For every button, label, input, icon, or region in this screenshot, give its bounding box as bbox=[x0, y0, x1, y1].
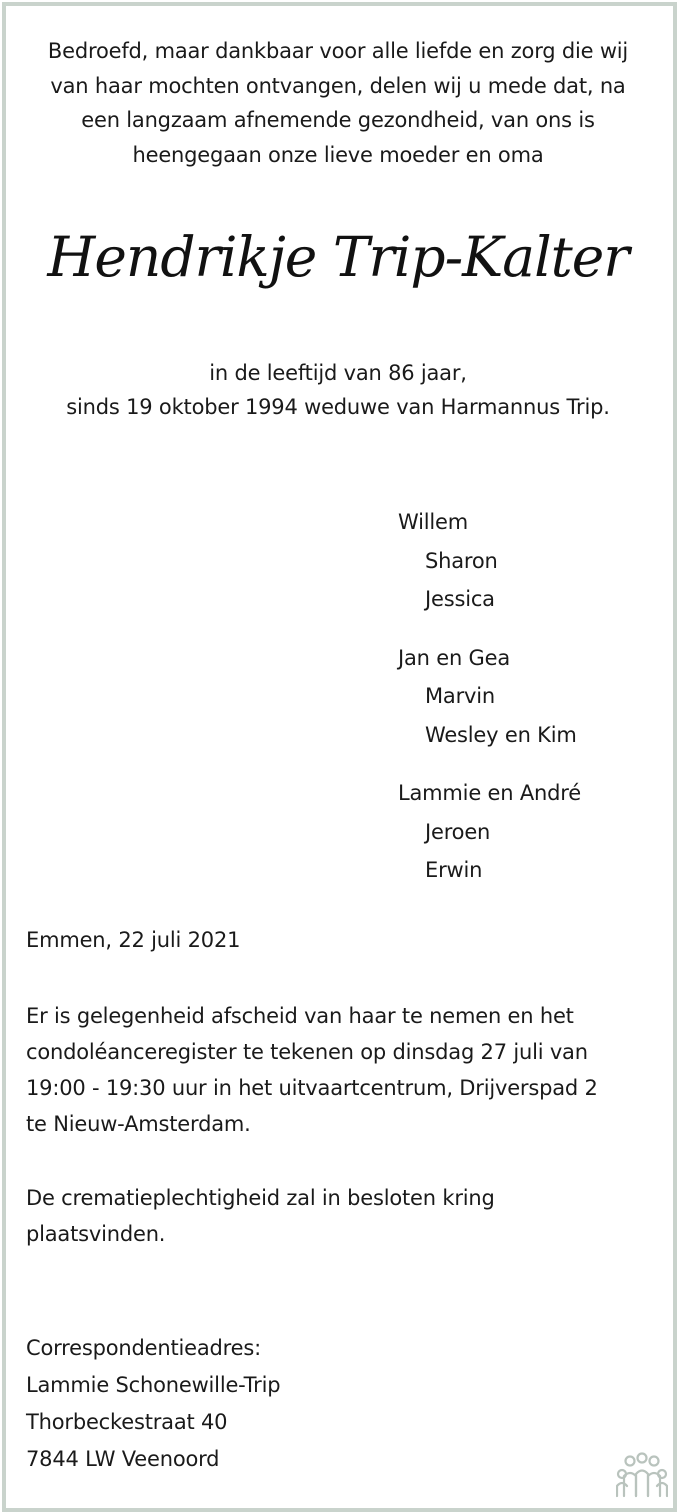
address-line: Correspondentieadres: bbox=[26, 1336, 261, 1360]
intro-line: heengegaan onze lieve moeder en oma bbox=[132, 142, 544, 167]
age-line: sinds 19 oktober 1994 weduwe van Harmannus Trip. bbox=[66, 395, 610, 419]
family-list bbox=[398, 503, 658, 910]
family-member: Wesley en Kim bbox=[425, 722, 577, 747]
family-member: Jeroen bbox=[425, 819, 491, 844]
family-member: Sharon bbox=[425, 548, 498, 573]
ceremony-line: condoléanceregister te tekenen op dinsdag 27 juli van bbox=[26, 1040, 588, 1064]
deceased-name: Hendrikje Trip-Kalter bbox=[47, 225, 629, 289]
family-head: Jan en Gea bbox=[398, 645, 511, 670]
intro-line: van haar mochten ontvangen, delen wij u mede dat, na bbox=[50, 73, 626, 98]
intro-text bbox=[20, 34, 656, 172]
family-member: Erwin bbox=[425, 858, 483, 882]
age-line: in de leeftijd van 86 jaar, bbox=[209, 361, 467, 385]
intro-line: een langzaam afnemende gezondheid, van ons is bbox=[81, 108, 595, 132]
family-group bbox=[398, 503, 658, 619]
ceremony-line: te Nieuw-Amsterdam. bbox=[26, 1112, 251, 1136]
family-member: Jessica bbox=[425, 587, 495, 611]
ceremony-line: Er is gelegenheid afscheid van haar te nemen en het bbox=[26, 1004, 574, 1028]
cremation-text bbox=[26, 1180, 656, 1252]
cremation-line: plaatsvinden. bbox=[26, 1222, 166, 1246]
cremation-line: De crematieplechtigheid zal in besloten kring bbox=[26, 1186, 495, 1210]
family-group bbox=[398, 774, 658, 890]
age-text bbox=[20, 356, 656, 424]
intro-line: Bedroefd, maar dankbaar voor alle liefde en zorg die wij bbox=[47, 39, 629, 63]
address-line: 7844 LW Veenoord bbox=[26, 1447, 220, 1471]
place-date: Emmen, 22 juli 2021 bbox=[26, 928, 241, 952]
ceremony-text bbox=[26, 998, 656, 1142]
family-member: Marvin bbox=[425, 684, 495, 708]
family-people-icon bbox=[616, 1452, 668, 1500]
ceremony-line: 19:00 - 19:30 uur in het uitvaartcentrum, Drijverspad 2 bbox=[26, 1076, 598, 1100]
correspondence-address bbox=[26, 1330, 656, 1478]
family-group bbox=[398, 639, 658, 755]
family-head: Willem bbox=[398, 510, 468, 534]
address-line: Lammie Schonewille-Trip bbox=[26, 1373, 281, 1397]
family-head: Lammie en André bbox=[398, 781, 581, 805]
address-line: Thorbeckestraat 40 bbox=[26, 1410, 228, 1434]
